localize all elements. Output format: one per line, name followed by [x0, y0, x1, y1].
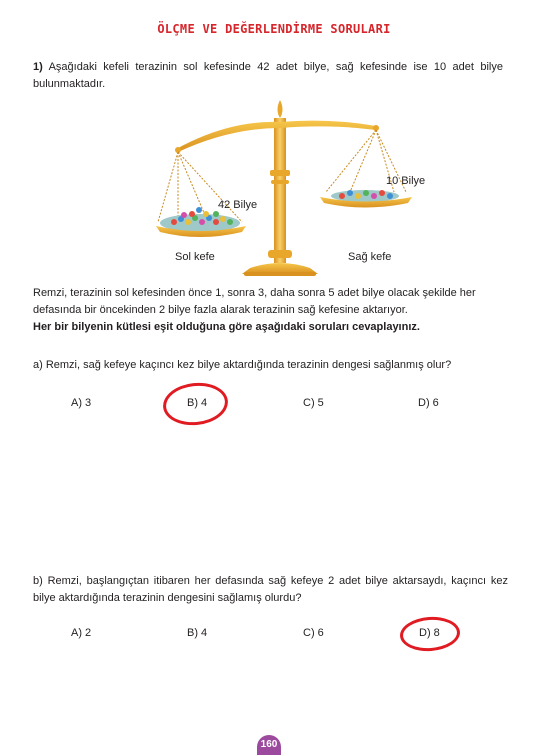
question-1-number: 1): [33, 61, 43, 73]
paragraph-line-2: defasında bir öncekinden 2 bilye fazla alarak terazinin sağ kefesine aktarıyor.: [33, 304, 408, 316]
right-pan-count: 10 Bilye: [386, 175, 426, 187]
page-number: 160: [257, 735, 281, 755]
scale-finial: [278, 100, 283, 118]
answer-b-marker: [399, 615, 461, 653]
answer-a-marker: [161, 380, 230, 429]
paragraph-instruction: Her bir bilyenin kütlesi eşit olduğuna göre aşağıdaki soruları cevaplayınız.: [33, 321, 420, 333]
question-1-text: Aşağıdaki kefeli terazinin sol kefesinde 42 adet bilye, sağ kefesinde ise 10 adet bilye bulunmaktadır.: [33, 61, 503, 90]
scale-pillar: [274, 118, 286, 263]
question-b-option-d[interactable]: D) 8: [419, 627, 440, 639]
question-b-option-c[interactable]: C) 6: [303, 627, 324, 639]
left-pan-label: Sol kefe: [175, 251, 215, 263]
page-title: ÖLÇME VE DEĞERLENDİRME SORULARI: [157, 22, 391, 36]
right-pan-label: Sağ kefe: [348, 251, 392, 263]
problem-paragraph: [33, 285, 513, 336]
question-a-text: a) Remzi, sağ kefeye kaçıncı kez bilye aktardığında terazinin dengesi sağlanmış olur?: [33, 359, 452, 371]
question-b-option-a[interactable]: A) 2: [71, 627, 92, 639]
question-b-option-b[interactable]: B) 4: [187, 627, 208, 639]
question-a-option-d[interactable]: D) 6: [418, 397, 439, 409]
question-a-option-a[interactable]: A) 3: [71, 397, 92, 409]
question-b-text: b) Remzi, başlangıçtan itibaren her defasında sağ kefeye 2 adet bilye aktarsaydı, kaçıncı kez bilye aktardığında terazinin dengesini sağlamış olurdu?: [33, 575, 508, 604]
question-a-option-c[interactable]: C) 5: [303, 397, 324, 409]
question-1: [33, 59, 503, 93]
left-pan-count: 42 Bilye: [218, 199, 258, 211]
paragraph-line-1: Remzi, terazinin sol kefesinden önce 1, sonra 3, daha sonra 5 adet bilye olacak şekilde her: [33, 287, 476, 299]
right-pan-marbles: [331, 190, 399, 202]
question-a-option-b[interactable]: B) 4: [187, 397, 208, 409]
